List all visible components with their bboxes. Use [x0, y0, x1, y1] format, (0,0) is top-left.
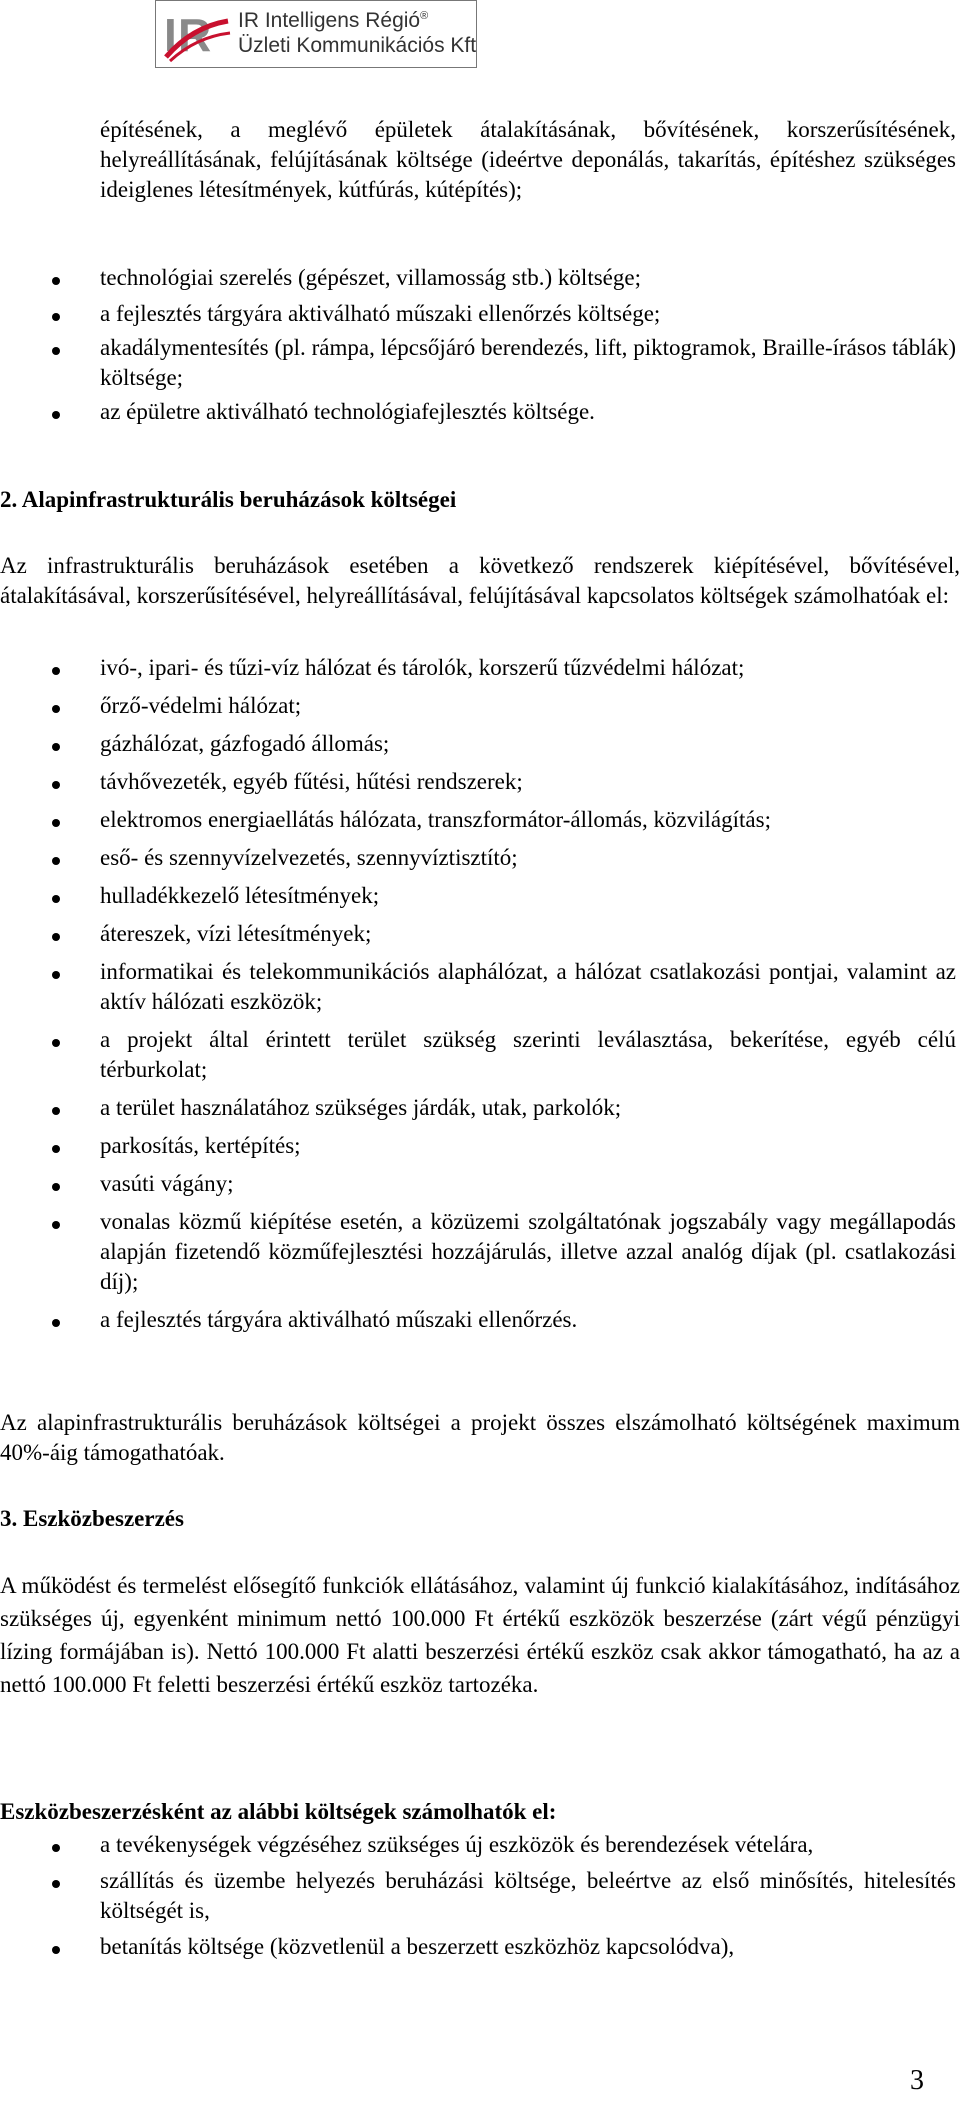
list-item: ivó-, ipari- és tűzi-víz hálózat és tárolók, korszerű tűzvédelmi hálózat; [0, 653, 960, 683]
list-item: a terület használatához szükséges járdák, utak, parkolók; [0, 1093, 960, 1123]
section-2-closing: Az alapinfrastrukturális beruházások költségei a projekt összes elszámolható költségének maximum 40%-áig támogathatóak. [0, 1410, 960, 1465]
bullet-icon [52, 313, 60, 321]
page-number: 3 [910, 2065, 924, 2096]
continuation-paragraph: építésének, a meglévő épületek átalakításának, bővítésének, korszerűsítésének, helyreállításának, felújításának költsége (ideértve deponálás, takarítás, építéshez szükséges ideiglenes létesítmények, kútfúrás, kútépítés); [100, 117, 956, 202]
bullet-icon [52, 1319, 60, 1327]
bullet-icon [52, 1107, 60, 1115]
list-item: elektromos energiaellátás hálózata, transzformátor-állomás, közvilágítás; [0, 805, 960, 835]
section-3-heading: 3. Eszközbeszerzés [0, 1506, 184, 1531]
bullet-icon [52, 781, 60, 789]
bullet-icon [52, 347, 60, 355]
svg-text:I: I [164, 9, 177, 61]
list-item: a tevékenységek végzéséhez szükséges új eszközök és berendezések vételára, [0, 1830, 960, 1860]
list-item: szállítás és üzembe helyezés beruházási költsége, beleértve az első minősítés, hitelesítés költségét is, [0, 1866, 960, 1926]
bullet-icon [52, 667, 60, 675]
list-item: a projekt által érintett terület szükség szerinti leválasztása, bekerítése, egyéb célú térburkolat; [0, 1025, 960, 1085]
logo-line-1: IR Intelligens Régió® [238, 9, 429, 32]
bullet-icon [52, 895, 60, 903]
list-item: gázhálózat, gázfogadó állomás; [0, 729, 960, 759]
list-item: vasúti vágány; [0, 1169, 960, 1199]
bullet-icon [52, 411, 60, 419]
list-item: őrző-védelmi hálózat; [0, 691, 960, 721]
bullet-icon [52, 277, 60, 285]
section-2-intro: Az infrastrukturális beruházások esetében a következő rendszerek kiépítésével, bővítésével, átalakításával, korszerűsítésével, helyreállításával, felújításával kapcsolatos költségek számolhatóak el: [0, 553, 960, 608]
list-item: átereszek, vízi létesítmények; [0, 919, 960, 949]
bullet-icon [52, 1183, 60, 1191]
bullet-icon [52, 933, 60, 941]
bullet-icon [52, 1039, 60, 1047]
bullet-icon [52, 705, 60, 713]
bullet-icon [52, 743, 60, 751]
list-item: informatikai és telekommunikációs alaphálózat, a hálózat csatlakozási pontjai, valamint az aktív hálózati eszközök; [0, 957, 960, 1017]
bullet-icon [52, 971, 60, 979]
bullet-icon [52, 1880, 60, 1888]
bullet-icon [52, 1844, 60, 1852]
list-item: akadálymentesítés (pl. rámpa, lépcsőjáró berendezés, lift, piktogramok, Braille-írásos táblák) költsége; [0, 333, 960, 393]
bullet-icon [52, 1145, 60, 1153]
list-item: parkosítás, kertépítés; [0, 1131, 960, 1161]
bullet-icon [52, 1946, 60, 1954]
section-3-paragraph: A működést és termelést elősegítő funkciók ellátásához, valamint új funkció kialakításához, indításához szükséges új, egyenként minimum nettó 100.000 Ft értékű eszközök beszerzése (zárt végű pénzügyi lízing formájában is). Nettó 100.000 Ft alatti beszerzési értékű eszköz csak akkor támogatható, ha az a nettó 100.000 Ft feletti beszerzési értékű eszköz tartozéka. [0, 1573, 960, 1697]
bullet-icon [52, 857, 60, 865]
section-2-heading: 2. Alapinfrastrukturális beruházások költségei [0, 487, 457, 512]
logo-line-2: Üzleti Kommunikációs Kft [238, 34, 477, 57]
building-costs-list [0, 263, 960, 427]
list-item: a fejlesztés tárgyára aktiválható műszaki ellenőrzés. [0, 1305, 960, 1335]
section-3-subheading: Eszközbeszerzésként az alábbi költségek számolhatók el: [0, 1799, 557, 1824]
list-item: hulladékkezelő létesítmények; [0, 881, 960, 911]
list-item: technológiai szerelés (gépészet, villamosság stb.) költsége; [0, 263, 960, 293]
list-item: vonalas közmű kiépítése esetén, a közüzemi szolgáltatónak jogszabály vagy megállapodás alapján fizetendő közműfejlesztési hozzájárulás, illetve azzal analóg díjak (pl. csatlakozási díj); [0, 1207, 960, 1297]
company-logo [155, 0, 477, 68]
ir-logo-mark-icon [162, 7, 232, 63]
list-item: távhővezeték, egyéb fűtési, hűtési rendszerek; [0, 767, 960, 797]
list-item: betanítás költsége (közvetlenül a beszerzett eszközhöz kapcsolódva), [0, 1932, 960, 1962]
infrastructure-list [0, 653, 960, 1335]
list-item: az épületre aktiválható technológiafejlesztés költsége. [0, 397, 960, 427]
list-item: a fejlesztés tárgyára aktiválható műszaki ellenőrzés költsége; [0, 299, 960, 329]
bullet-icon [52, 1221, 60, 1229]
svg-text:R: R [178, 9, 212, 61]
equipment-costs-list [0, 1830, 960, 1962]
list-item: eső- és szennyvízelvezetés, szennyvíztisztító; [0, 843, 960, 873]
bullet-icon [52, 819, 60, 827]
